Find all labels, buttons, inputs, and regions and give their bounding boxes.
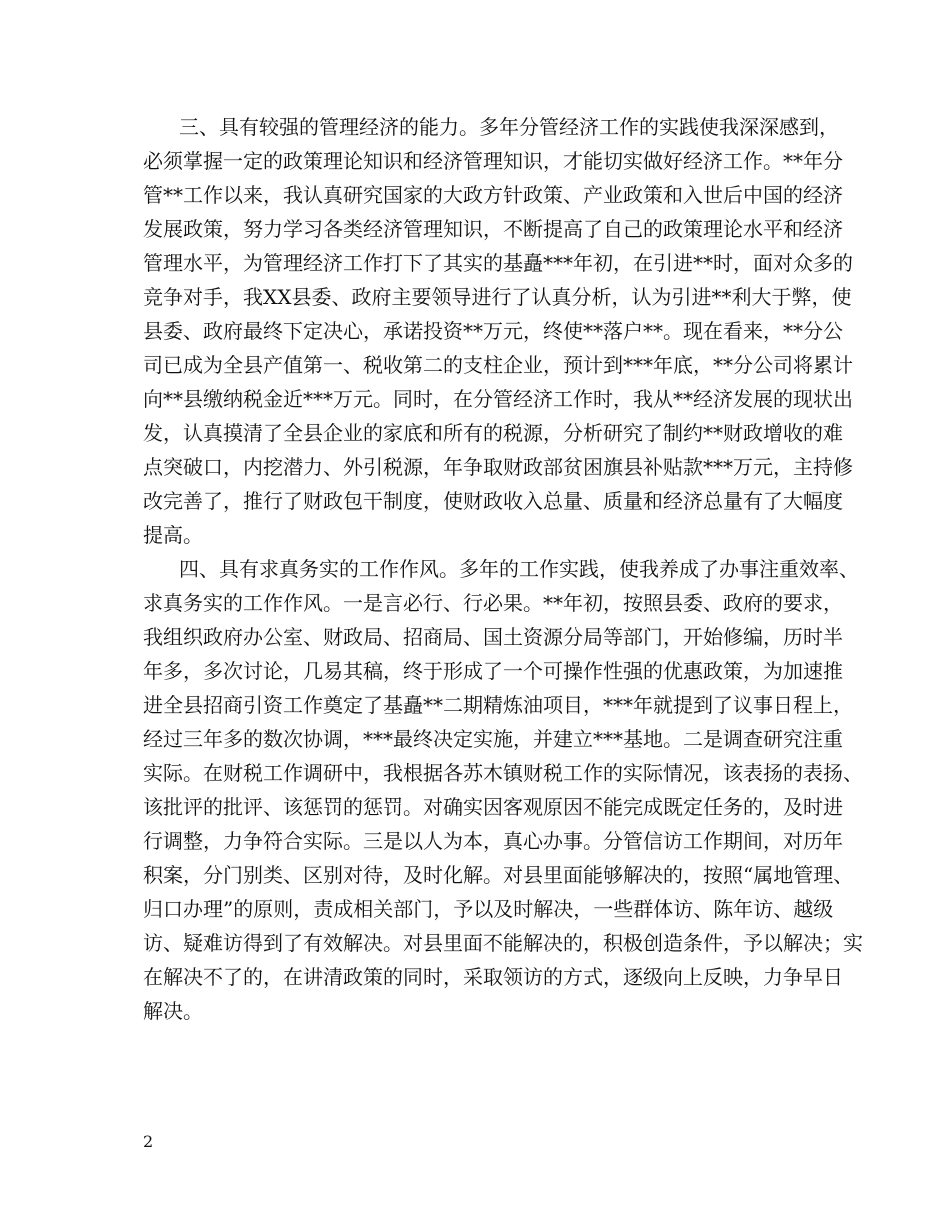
paragraph-line: 归口办理”的原则，责成相关部门，予以及时解决，一些群体访、陈年访、越级 <box>143 897 834 921</box>
paragraph-line: 改完善了，推行了财政包干制度，使财政收入总量、质量和经济总量有了大幅度 <box>143 489 843 513</box>
paragraph-line: 该批评的批评、该惩罚的惩罚。对确实因客观原因不能完成既定任务的，及时进 <box>143 795 843 819</box>
paragraph-line: 经过三年多的数次协调，***最终决定实施，并建立***基地。二是调查研究注重 <box>143 727 843 751</box>
paragraph-work-style <box>143 552 863 1028</box>
paragraph-line: 我组织政府办公室、财政局、招商局、国土资源分局等部门，开始修编，历时半 <box>143 625 843 649</box>
paragraph-line: 访、疑难访得到了有效解决。对县里面不能解决的，积极创造条件，予以解决；实 <box>143 931 863 955</box>
paragraph-management-ability <box>143 110 853 552</box>
paragraph-line: 行调整，力争符合实际。三是以人为本，真心办事。分管信访工作期间，对历年 <box>143 829 843 853</box>
document-body <box>143 110 863 1028</box>
paragraph-line: 三、具有较强的管理经济的能力。多年分管经济工作的实践使我深深感到， <box>179 115 839 139</box>
paragraph-line: 年多，多次讨论，几易其稿，终于形成了一个可操作性强的优惠政策，为加速推 <box>143 659 843 683</box>
paragraph-line: 在解决不了的，在讲清政策的同时，采取领访的方式，逐级向上反映，力争早日 <box>143 965 843 989</box>
paragraph-line: 司已成为全县产值第一、税收第二的支柱企业，预计到***年底，**分公司将累计 <box>143 353 853 377</box>
paragraph-line: 发，认真摸清了全县企业的家底和所有的税源，分析研究了制约**财政增收的难 <box>143 421 843 445</box>
paragraph-line: 四、具有求真务实的工作作风。多年的工作实践，使我养成了办事注重效率、 <box>179 557 859 581</box>
paragraph-line: 必须掌握一定的政策理论知识和经济管理知识，才能切实做好经济工作。**年分 <box>143 149 843 173</box>
paragraph-line: 进全县招商引资工作奠定了基矗**二期精炼油项目，***年就提到了议事日程上， <box>143 693 853 717</box>
paragraph-line: 解决。 <box>143 999 203 1023</box>
paragraph-line: 提高。 <box>143 523 203 547</box>
paragraph-line: 竞争对手，我XX县委、政府主要领导进行了认真分析，认为引进**利大于弊，使 <box>143 285 852 309</box>
paragraph-line: 县委、政府最终下定决心，承诺投资**万元，终使**落户**。现在看来，**分公 <box>143 319 843 343</box>
paragraph-line: 实际。在财税工作调研中，我根据各苏木镇财税工作的实际情况，该表扬的表扬、 <box>143 761 863 785</box>
paragraph-line: 积案，分门别类、区别对待，及时化解。对县里面能够解决的，按照“属地管理、 <box>143 863 854 887</box>
paragraph-line: 点突破口，内挖潜力、外引税源，年争取财政部贫困旗县补贴款***万元，主持修 <box>143 455 853 479</box>
paragraph-line: 管理水平，为管理经济工作打下了其实的基矗***年初，在引进**时，面对众多的 <box>143 251 853 275</box>
paragraph-line: 向**县缴纳税金近***万元。同时，在分管经济工作时，我从**经济发展的现状出 <box>143 387 853 411</box>
page-number: 2 <box>143 1132 154 1151</box>
paragraph-line: 发展政策，努力学习各类经济管理知识，不断提高了自己的政策理论水平和经济 <box>143 217 843 241</box>
paragraph-line: 管**工作以来，我认真研究国家的大政方针政策、产业政策和入世后中国的经济 <box>143 183 843 207</box>
paragraph-line: 求真务实的工作作风。一是言必行、行必果。**年初，按照县委、政府的要求， <box>143 591 843 615</box>
